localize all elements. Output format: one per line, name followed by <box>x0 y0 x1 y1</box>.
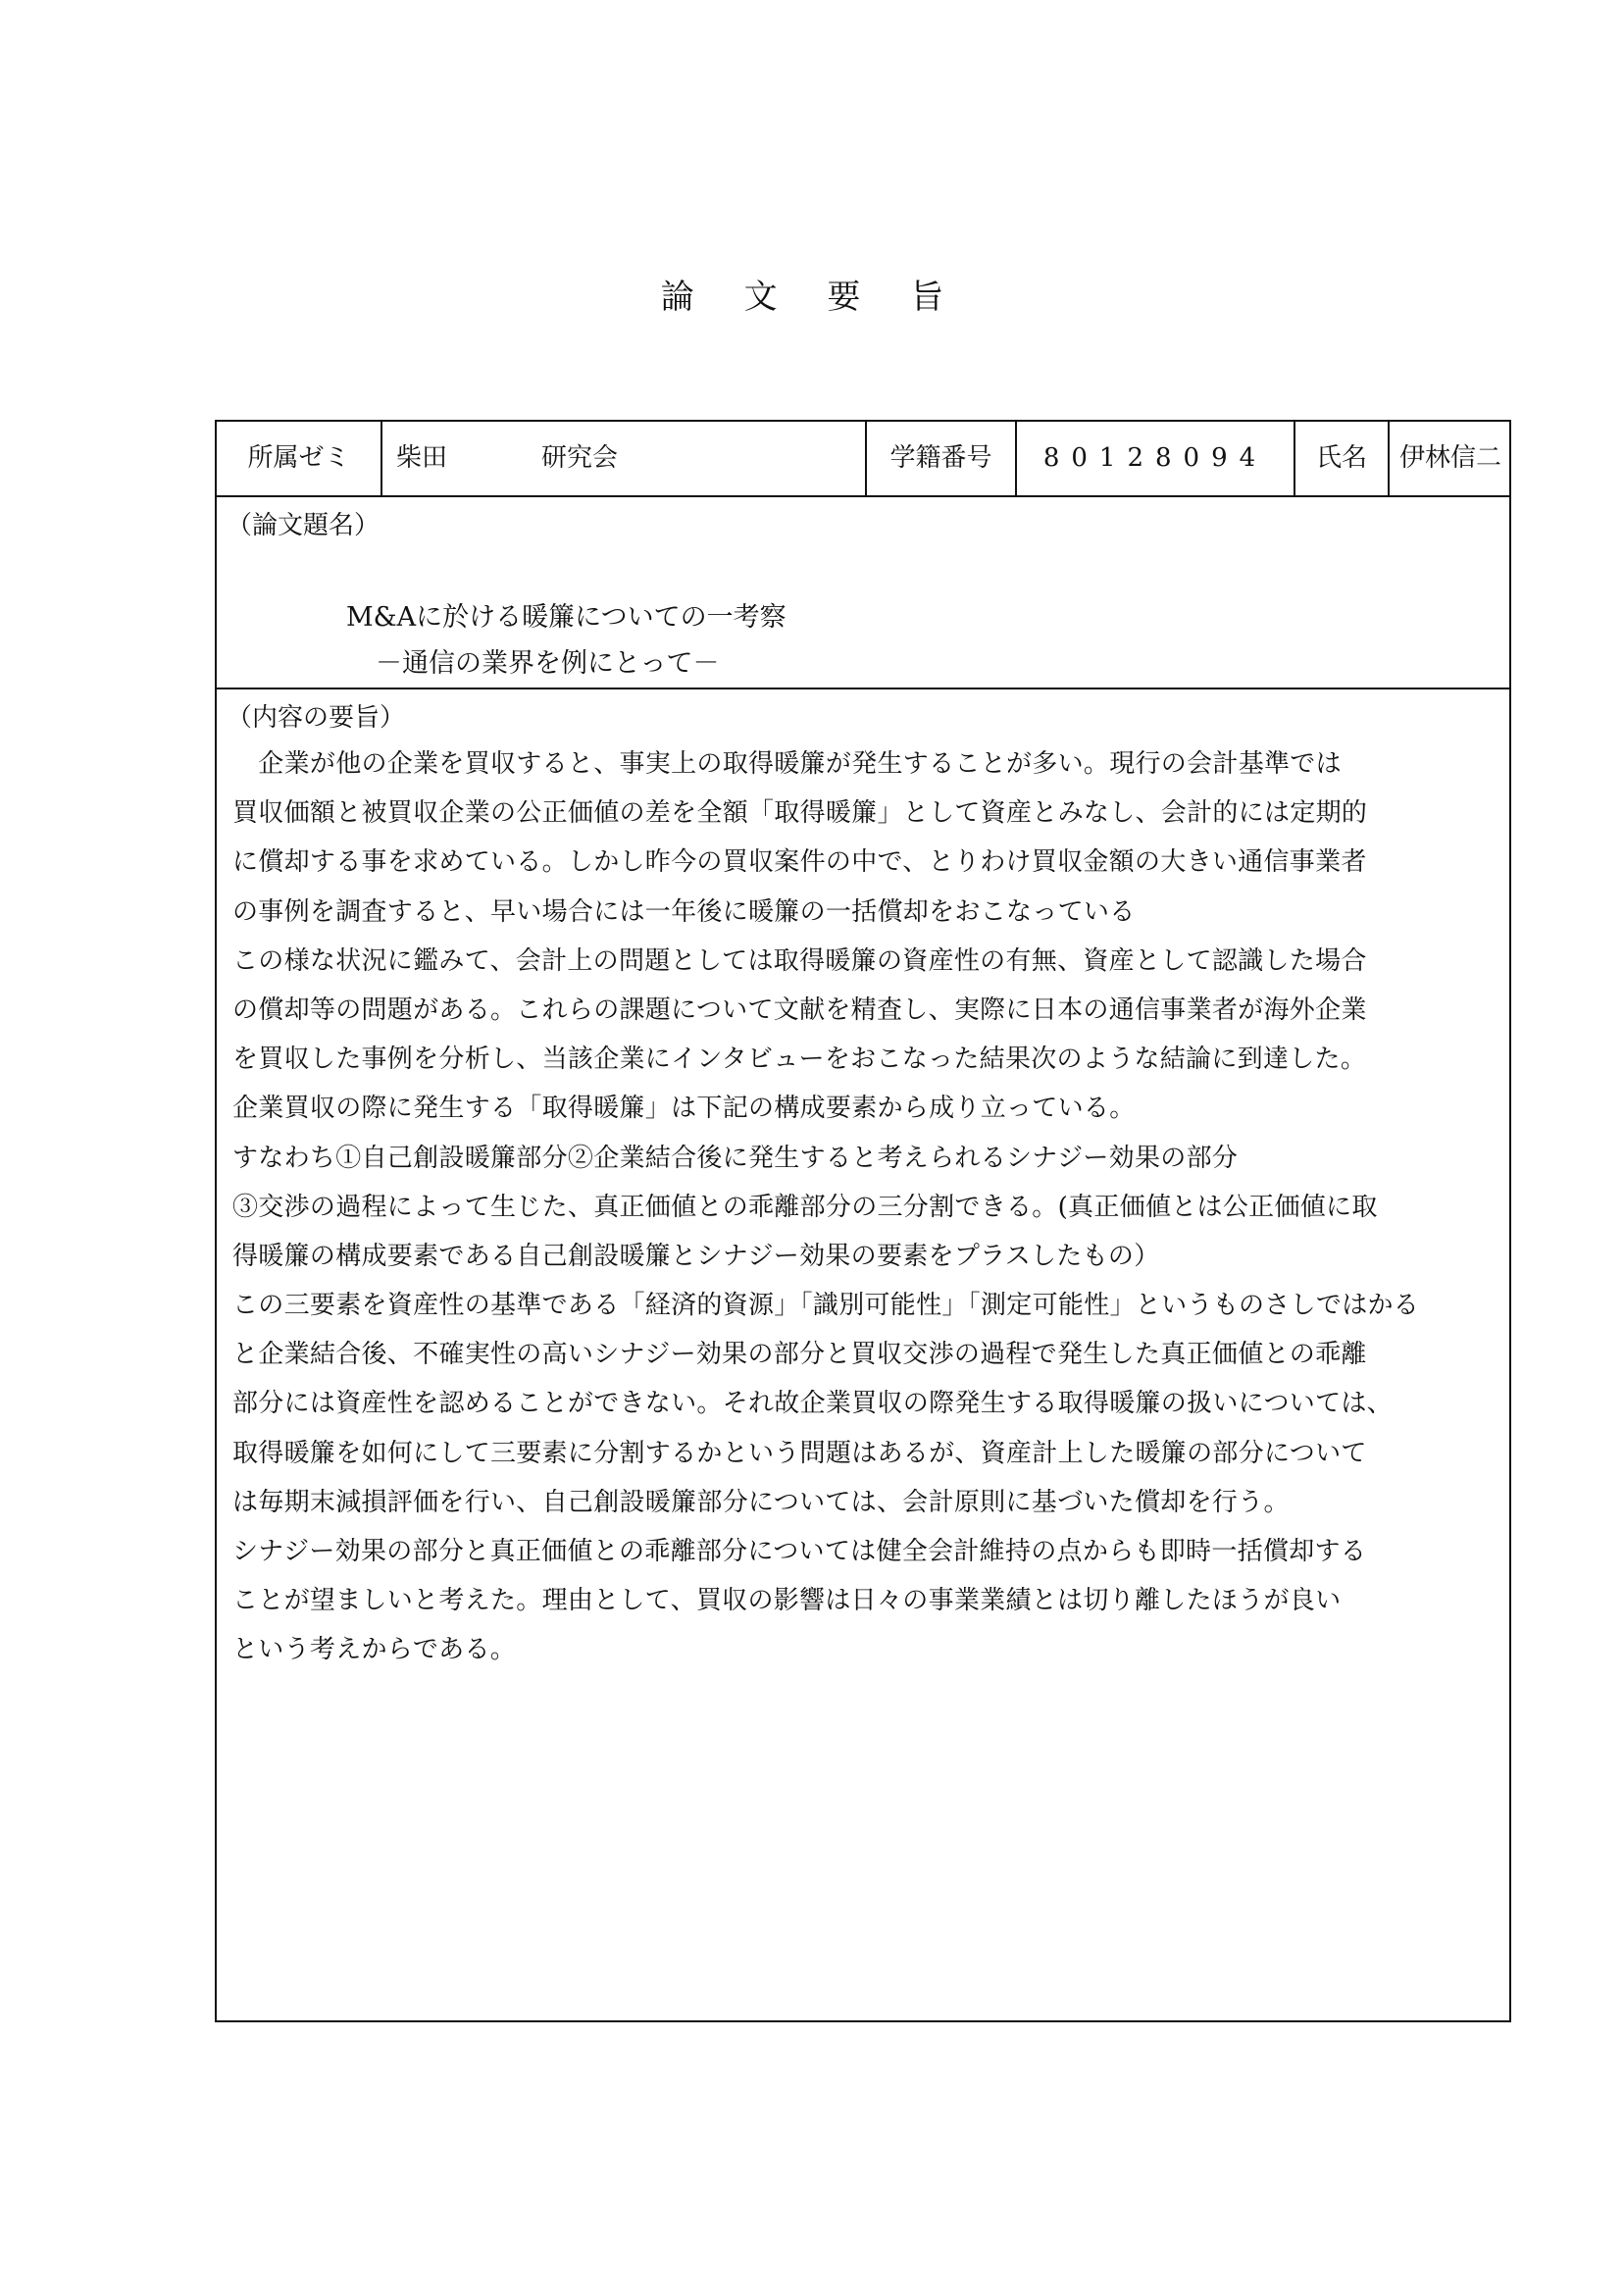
summary-section-label: （内容の要旨） <box>227 703 406 733</box>
summary-row <box>217 689 1509 2020</box>
summary-line: 企業が他の企業を買収すると、事実上の取得暖簾が発生することが多い。現行の会計基準では <box>232 749 1342 779</box>
summary-form <box>215 420 1511 2022</box>
seminar-label: 所属ゼミ <box>217 422 382 495</box>
summary-line: ③交渉の過程によって生じた、真正価値との乖離部分の三分割できる。(真正価値とは公正価値に取 <box>232 1192 1378 1222</box>
summary-text <box>232 739 1502 1675</box>
summary-line: に償却する事を求めている。しかし昨今の買収案件の中で、とりわけ買収金額の大きい通信事業者 <box>232 847 1367 878</box>
summary-line: を買収した事例を分析し、当該企業にインタビューをおこなった結果次のような結論に到達した。 <box>232 1045 1367 1075</box>
thesis-title-row <box>217 497 1509 689</box>
student-id: 80128094 <box>1017 422 1295 495</box>
summary-line: この様な状況に鑑みて、会計上の問題としては取得暖簾の資産性の有無、資産として認識した場合 <box>232 945 1367 976</box>
summary-line: の償却等の問題がある。これらの課題について文献を精査し、実際に日本の通信事業者が海外企業 <box>232 994 1367 1025</box>
summary-line: は毎期末減損評価を行い、自己創設暖簾部分については、会計原則に基づいた償却を行う。 <box>232 1487 1290 1517</box>
thesis-subtitle: －通信の業界を例にとって－ <box>376 648 720 679</box>
summary-line: この三要素を資産性の基準である「経済的資源」「識別可能性」「測定可能性」というものさしではかる <box>232 1291 1420 1321</box>
seminar-value <box>382 422 867 495</box>
summary-line: すなわち①自己創設暖簾部分②企業結合後に発生すると考えられるシナジー効果の部分 <box>232 1143 1239 1173</box>
summary-line: 企業買収の際に発生する「取得暖簾」は下記の構成要素から成り立っている。 <box>232 1094 1136 1124</box>
name-label: 氏名 <box>1295 422 1390 495</box>
summary-line: ことが望ましいと考えた。理由として、買収の影響は日々の事業業績とは切り離したほうが良い <box>232 1586 1342 1616</box>
thesis-title: M&Aに於ける暖簾についての一考察 <box>346 602 787 633</box>
thesis-section-label: （論文題名） <box>227 511 381 540</box>
summary-line: 得暖簾の構成要素である自己創設暖簾とシナジー効果の要素をプラスしたもの） <box>232 1241 1160 1271</box>
seminar-name: 柴田 <box>396 443 448 473</box>
summary-line: シナジー効果の部分と真正価値との乖離部分については健全会計維持の点からも即時一括償却する <box>232 1537 1367 1566</box>
summary-line: 取得暖簾を如何にして三要素に分割するかという問題はあるが、資産計上した暖簾の部分について <box>232 1438 1367 1468</box>
header-row <box>217 422 1509 497</box>
summary-line: 部分には資産性を認めることができない。それ故企業買収の際発生する取得暖簾の扱いについては、 <box>232 1389 1393 1419</box>
summary-line: と企業結合後、不確実性の高いシナジー効果の部分と買収交渉の過程で発生した真正価値との乖離 <box>232 1340 1367 1370</box>
student-name: 伊林信二 <box>1398 443 1501 473</box>
document-title: 論 文 要 旨 <box>660 278 964 317</box>
student-id-label: 学籍番号 <box>867 422 1017 495</box>
summary-line: 買収価額と被買収企業の公正価値の差を全額「取得暖簾」として資産とみなし、会計的には定期的 <box>232 798 1368 829</box>
summary-line: という考えからである。 <box>232 1635 517 1665</box>
summary-line: の事例を調査すると、早い場合には一年後に暖簾の一括償却をおこなっている <box>232 896 1136 927</box>
seminar-suffix: 研究会 <box>541 443 619 473</box>
